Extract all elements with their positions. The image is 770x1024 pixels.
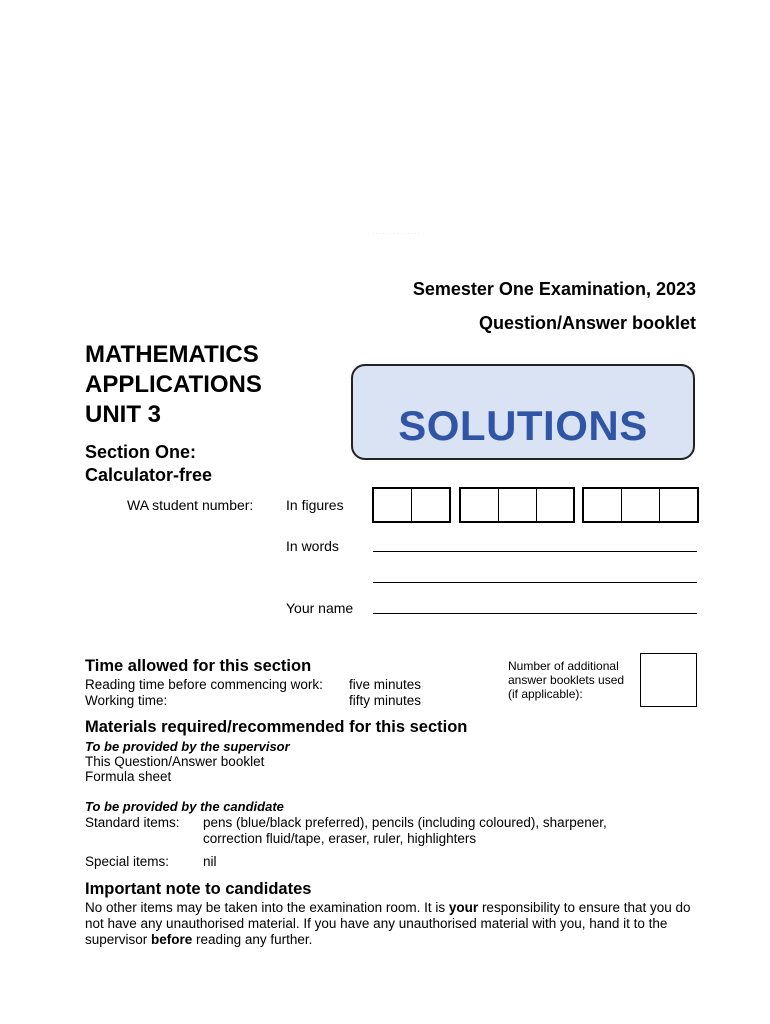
digit-box[interactable]	[374, 489, 412, 521]
digit-group-2	[459, 487, 575, 523]
time-heading: Time allowed for this section	[85, 657, 312, 675]
digit-box[interactable]	[412, 489, 449, 521]
note-text-part-1: No other items may be taken into the examination room. It is	[85, 900, 449, 915]
section-line-2: Calculator-free	[85, 465, 213, 485]
additional-booklets-box[interactable]	[640, 653, 697, 707]
working-time-value: fifty minutes	[349, 693, 422, 708]
digit-box[interactable]	[584, 489, 622, 521]
note-text-part-2: responsibility to ensure that you do not have any unauthorised material. If you have any unauthorised material with you, hand it to the supervisor	[85, 900, 691, 947]
exam-title: Semester One Examination, 2023	[412, 279, 696, 299]
in-figures-label: In figures	[286, 497, 344, 513]
digit-box[interactable]	[461, 489, 499, 521]
note-text	[85, 900, 700, 948]
in-words-line-2[interactable]	[373, 582, 697, 583]
note-emphasis-before: before	[151, 932, 193, 947]
materials-heading: Materials required/recommended for this section	[85, 718, 468, 736]
subject-line-2: APPLICATIONS	[85, 371, 262, 398]
digit-box[interactable]	[499, 489, 537, 521]
additional-booklets-label	[508, 659, 624, 701]
section-title	[85, 441, 212, 487]
additional-line-3: (if applicable):	[508, 687, 583, 701]
note-text-part-3: reading any further.	[192, 932, 313, 947]
in-words-line-1[interactable]	[373, 551, 697, 552]
section-line-1: Section One:	[85, 442, 197, 462]
supervisor-heading: To be provided by the supervisor	[85, 739, 290, 754]
digit-box[interactable]	[622, 489, 660, 521]
supervisor-item-2: Formula sheet	[85, 769, 172, 784]
subject-line-1: MATHEMATICS	[85, 341, 259, 368]
solutions-text: SOLUTIONS	[398, 402, 648, 449]
digit-box[interactable]	[537, 489, 573, 521]
standard-items-label: Standard items:	[85, 815, 180, 830]
your-name-label: Your name	[286, 600, 354, 616]
supervisor-item-1: This Question/Answer booklet	[85, 754, 265, 769]
watermark: ..............	[372, 226, 422, 236]
student-number-label: WA student number:	[127, 497, 254, 513]
digit-group-1	[372, 487, 451, 523]
reading-time-label: Reading time before commencing work:	[85, 677, 323, 692]
note-heading: Important note to candidates	[85, 880, 312, 898]
standard-items-line-1: pens (blue/black preferred), pencils (including coloured), sharpener,	[203, 815, 607, 830]
additional-line-2: answer booklets used	[508, 673, 625, 687]
booklet-type: Question/Answer booklet	[478, 313, 696, 333]
additional-line-1: Number of additional	[508, 659, 619, 673]
subject-title	[85, 340, 262, 430]
reading-time-value: five minutes	[349, 677, 422, 692]
note-emphasis-your: your	[448, 900, 479, 915]
special-items-value: nil	[203, 854, 217, 869]
working-time-label: Working time:	[85, 693, 168, 708]
in-words-label: In words	[286, 538, 339, 554]
your-name-line[interactable]	[373, 613, 697, 614]
digit-group-3	[582, 487, 699, 523]
digit-box[interactable]	[660, 489, 697, 521]
subject-line-3: UNIT 3	[85, 401, 162, 428]
special-items-label: Special items:	[85, 854, 170, 869]
standard-items-line-2: correction fluid/tape, eraser, ruler, highlighters	[203, 831, 477, 846]
solutions-stamp	[351, 364, 695, 460]
candidate-heading: To be provided by the candidate	[85, 799, 284, 814]
